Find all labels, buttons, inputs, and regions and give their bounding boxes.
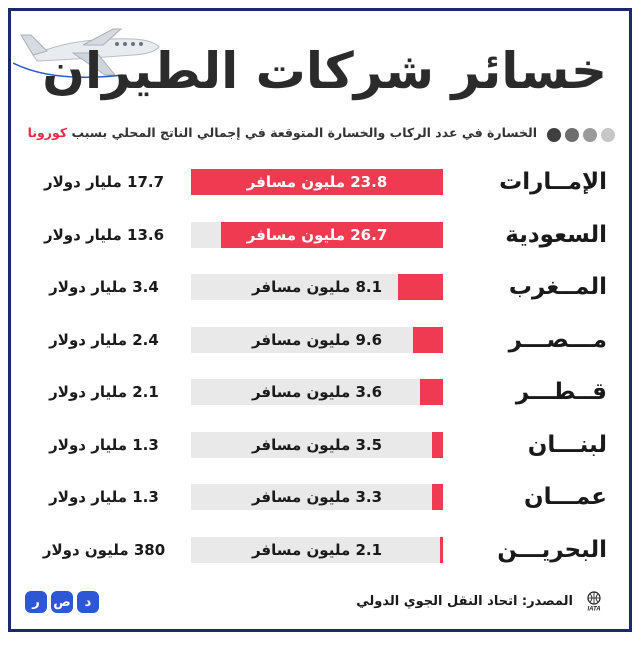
gdp-loss-label: 2.1 مليار دولار [49, 383, 159, 401]
gdp-loss-label: 3.4 مليار دولار [49, 278, 159, 296]
logo-letter: د [77, 591, 99, 613]
passenger-loss-label: 23.8 مليون مسافر [246, 173, 388, 191]
logo-letter: ر [25, 591, 47, 613]
country-label: مـــصـــر [508, 326, 607, 353]
bar-track [191, 432, 443, 458]
brand-logo [25, 591, 99, 613]
bar-track [191, 222, 443, 248]
bar-row [11, 377, 629, 407]
bar-track [191, 274, 443, 300]
passenger-loss-label: 9.6 مليون مسافر [251, 330, 383, 349]
country-label: لبنـــان [527, 431, 607, 458]
dot-1 [601, 128, 615, 142]
passenger-loss-label: 8.1 مليون مسافر [251, 278, 383, 296]
country-label: قــطـــر [515, 379, 607, 405]
source-text: المصدر: اتحاد النقل الجوي الدولي [356, 593, 573, 609]
dot-3 [565, 128, 579, 142]
gdp-loss-label: 1.3 مليار دولار [49, 488, 159, 506]
bar-row [11, 482, 629, 512]
gdp-loss-label: 2.4 مليار دولار [49, 330, 159, 349]
passenger-loss-label: 3.6 مليون مسافر [251, 383, 383, 401]
gdp-loss-label: 380 مليون دولار [42, 540, 166, 559]
logo-letter: ص [51, 591, 73, 613]
bar-row [11, 535, 629, 565]
passenger-loss-label: 3.3 مليون مسافر [251, 488, 383, 506]
country-label: الإمــارات [499, 169, 607, 195]
passenger-loss-label: 3.5 مليون مسافر [251, 435, 383, 454]
bar-track [191, 379, 443, 405]
bar-row [11, 325, 629, 355]
infographic [8, 8, 632, 632]
bar-row [11, 167, 629, 197]
passenger-loss-label: 26.7 مليون مسافر [246, 225, 388, 244]
bar-track [191, 484, 443, 510]
bar-track [191, 327, 443, 353]
dot-4 [547, 128, 561, 142]
iata-logo-icon [579, 591, 609, 611]
bar-track [191, 169, 443, 195]
subtitle [28, 125, 537, 140]
dot-2 [583, 128, 597, 142]
gdp-loss-label: 13.6 مليار دولار [43, 225, 165, 244]
page-title: خسائر شركات الطيران [42, 42, 607, 100]
subtitle-highlight: كورونا [27, 125, 68, 140]
iata-label: IATA [587, 606, 601, 611]
country-label: السعودية [505, 221, 607, 248]
country-label: عمـــان [524, 484, 607, 510]
bar-row [11, 430, 629, 460]
bar-row [11, 272, 629, 302]
country-label: المــغرب [508, 274, 607, 300]
subtitle-row [25, 125, 615, 145]
decorative-dots [547, 128, 615, 142]
bar-track [191, 537, 443, 563]
country-label: البحريـــن [497, 536, 607, 563]
bar-row [11, 220, 629, 250]
gdp-loss-label: 17.7 مليار دولار [43, 173, 165, 191]
passenger-loss-label: 2.1 مليون مسافر [251, 540, 383, 559]
subtitle-text: الخسارة في عدد الركاب والخسارة المتوقعة في إجمالي الناتج المحلي بسبب [71, 125, 537, 140]
source-note [356, 591, 609, 611]
gdp-loss-label: 1.3 مليار دولار [49, 435, 159, 454]
